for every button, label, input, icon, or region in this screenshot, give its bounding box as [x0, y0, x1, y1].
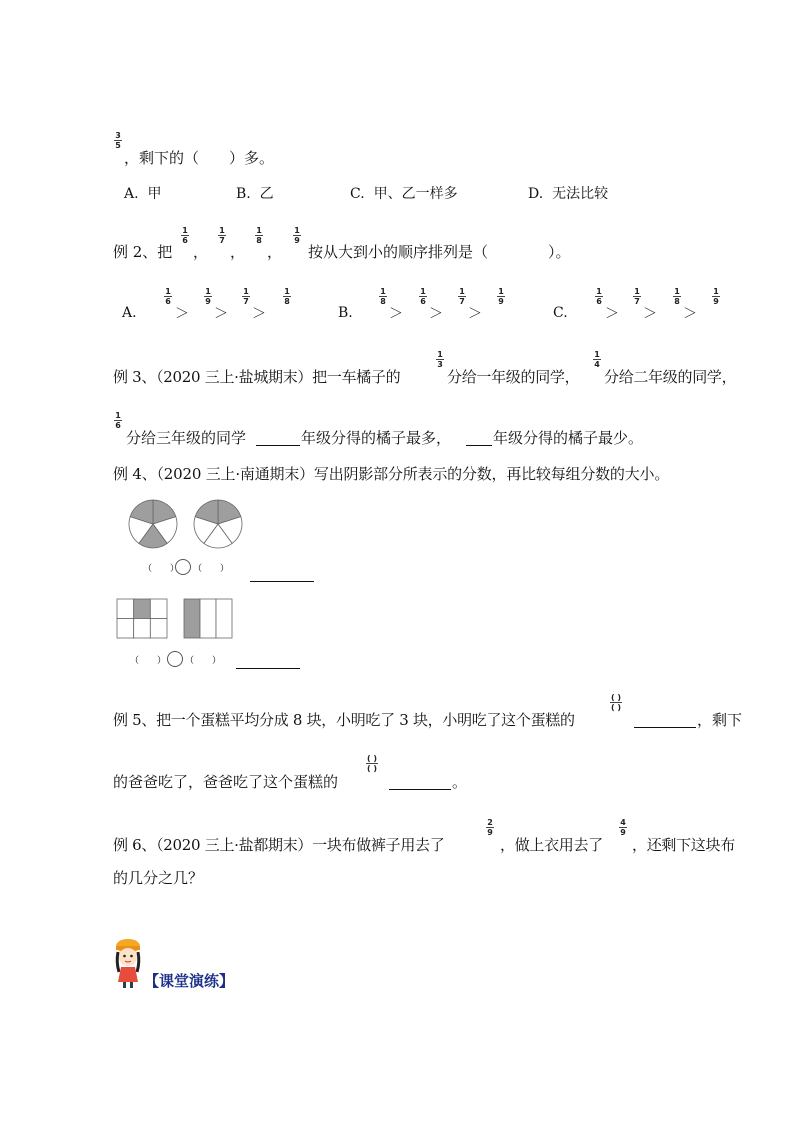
- fraction-1-9: 1 9: [713, 287, 719, 306]
- greater-than: ＞: [605, 306, 619, 322]
- answer-blank[interactable]: [250, 581, 314, 582]
- greater-than: ＞: [252, 306, 266, 322]
- fraction-1-4: 1 4: [594, 350, 600, 369]
- pie-left: [129, 500, 177, 548]
- ex5-part3: 的爸爸吃了，爸爸吃了这个蛋糕的: [113, 773, 339, 791]
- fraction-1-8: 1 8: [256, 226, 262, 245]
- fraction-1-8: 1 8: [380, 287, 386, 306]
- ex5-part2: ，剩下: [697, 711, 743, 729]
- fraction-4-9: 4 9: [620, 818, 626, 837]
- q1-option-d[interactable]: D. 无法比较: [528, 186, 609, 202]
- q1-option-a[interactable]: A. 甲: [124, 186, 162, 202]
- grid-cell: [150, 599, 167, 619]
- fraction-3-5: 3 5: [115, 131, 121, 150]
- answer-paren-right[interactable]: （ ）: [193, 564, 230, 574]
- grid-cell: [134, 619, 151, 639]
- answer-paren-left[interactable]: （ ）: [143, 564, 180, 574]
- answer-paren-right[interactable]: （ ）: [185, 656, 222, 666]
- grid-cell: [216, 599, 232, 638]
- greater-than: ＞: [683, 306, 697, 322]
- rect-left: [117, 599, 167, 638]
- fraction-blank[interactable]: ( ) ( ): [610, 693, 622, 712]
- compare-circle[interactable]: [175, 559, 191, 575]
- rect-right: [184, 599, 232, 638]
- ex5-part1: 例 5、把一个蛋糕平均分成 8 块，小明吃了 3 块，小明吃了这个蛋糕的: [113, 711, 575, 729]
- ex3-part3: 分给二年级的同学，: [604, 368, 737, 386]
- fraction-1-7: 1 7: [219, 226, 225, 245]
- answer-blank[interactable]: [466, 445, 492, 446]
- ex2-option-b-letter[interactable]: B.: [338, 305, 353, 321]
- ex6-part4: 的几分之几？: [113, 869, 204, 887]
- grid-cell: [117, 619, 134, 639]
- ex2-prefix: 例 2、把: [113, 243, 173, 261]
- pie-right: [194, 500, 242, 548]
- compare-circle[interactable]: [167, 651, 183, 667]
- ex5-part4: 。: [452, 773, 468, 791]
- grid-cell: [134, 599, 151, 619]
- ex6-part1: 例 6、（2020 三上·盐都期末）一块布做裤子用去了: [113, 836, 445, 854]
- ex3-part2: 分给一年级的同学，: [447, 368, 580, 386]
- fraction-1-6: 1 6: [115, 411, 121, 430]
- greater-than: ＞: [643, 306, 657, 322]
- q1-option-b[interactable]: B. 乙: [236, 186, 274, 202]
- ex3-part5: 年级分得的橘子最多，: [301, 429, 452, 447]
- answer-blank[interactable]: [389, 789, 451, 790]
- fraction-2-9: 2 9: [487, 818, 493, 837]
- grid-cell: [150, 619, 167, 639]
- greater-than: ＞: [468, 306, 482, 322]
- fraction-1-7: 1 7: [634, 287, 640, 306]
- section-title: 【课堂演练】: [144, 972, 235, 990]
- q1-stem-tail: ，剩下的（ ）多。: [124, 149, 275, 167]
- fraction-1-9: 1 9: [205, 287, 211, 306]
- answer-blank[interactable]: [256, 445, 300, 446]
- greater-than: ＞: [429, 306, 443, 322]
- comma: ，: [267, 243, 283, 261]
- comma: ，: [230, 243, 246, 261]
- fraction-1-7: 1 7: [243, 287, 249, 306]
- greater-than: ＞: [175, 306, 189, 322]
- fraction-1-3: 1 3: [437, 350, 443, 369]
- ex2-suffix: 按从大到小的顺序排列是（ ）。: [308, 243, 571, 261]
- comma: ，: [193, 243, 209, 261]
- fraction-1-6: 1 6: [420, 287, 426, 306]
- fraction-1-8: 1 8: [674, 287, 680, 306]
- fraction-1-6: 1 6: [596, 287, 602, 306]
- ex3-part1: 例 3、（2020 三上·盐城期末）把一车橘子的: [113, 368, 401, 386]
- girl-mascot-icon: [112, 938, 146, 990]
- rect-diagrams: [116, 598, 236, 640]
- fraction-1-7: 1 7: [459, 287, 465, 306]
- grid-cell: [200, 599, 216, 638]
- answer-paren-left[interactable]: （ ）: [130, 656, 167, 666]
- ex3-part6: 年级分得的橘子最少。: [493, 429, 644, 447]
- grid-cell: [184, 599, 200, 638]
- greater-than: ＞: [214, 306, 228, 322]
- fraction-1-9: 1 9: [498, 287, 504, 306]
- fraction-1-9: 1 9: [294, 226, 300, 245]
- grid-cell: [117, 599, 134, 619]
- greater-than: ＞: [389, 306, 403, 322]
- ex2-option-c-letter[interactable]: C.: [553, 305, 568, 321]
- fraction-1-6: 1 6: [165, 287, 171, 306]
- fraction-blank[interactable]: ( ) ( ): [366, 754, 378, 773]
- ex4-text: 例 4、（2020 三上·南通期末）写出阴影部分所表示的分数，再比较每组分数的大小。: [113, 465, 670, 483]
- answer-blank[interactable]: [236, 668, 300, 669]
- ex2-option-a-letter[interactable]: A.: [122, 305, 137, 321]
- fraction-1-6: 1 6: [182, 226, 188, 245]
- ex6-part2: ，做上衣用去了: [500, 836, 603, 854]
- ex3-part4: 分给三年级的同学: [126, 429, 247, 447]
- ex6-part3: ，还剩下这块布: [632, 836, 735, 854]
- answer-blank[interactable]: [634, 727, 696, 728]
- fraction-1-8: 1 8: [284, 287, 290, 306]
- pie-charts: [126, 498, 246, 552]
- q1-option-c[interactable]: C. 甲、乙一样多: [350, 186, 458, 202]
